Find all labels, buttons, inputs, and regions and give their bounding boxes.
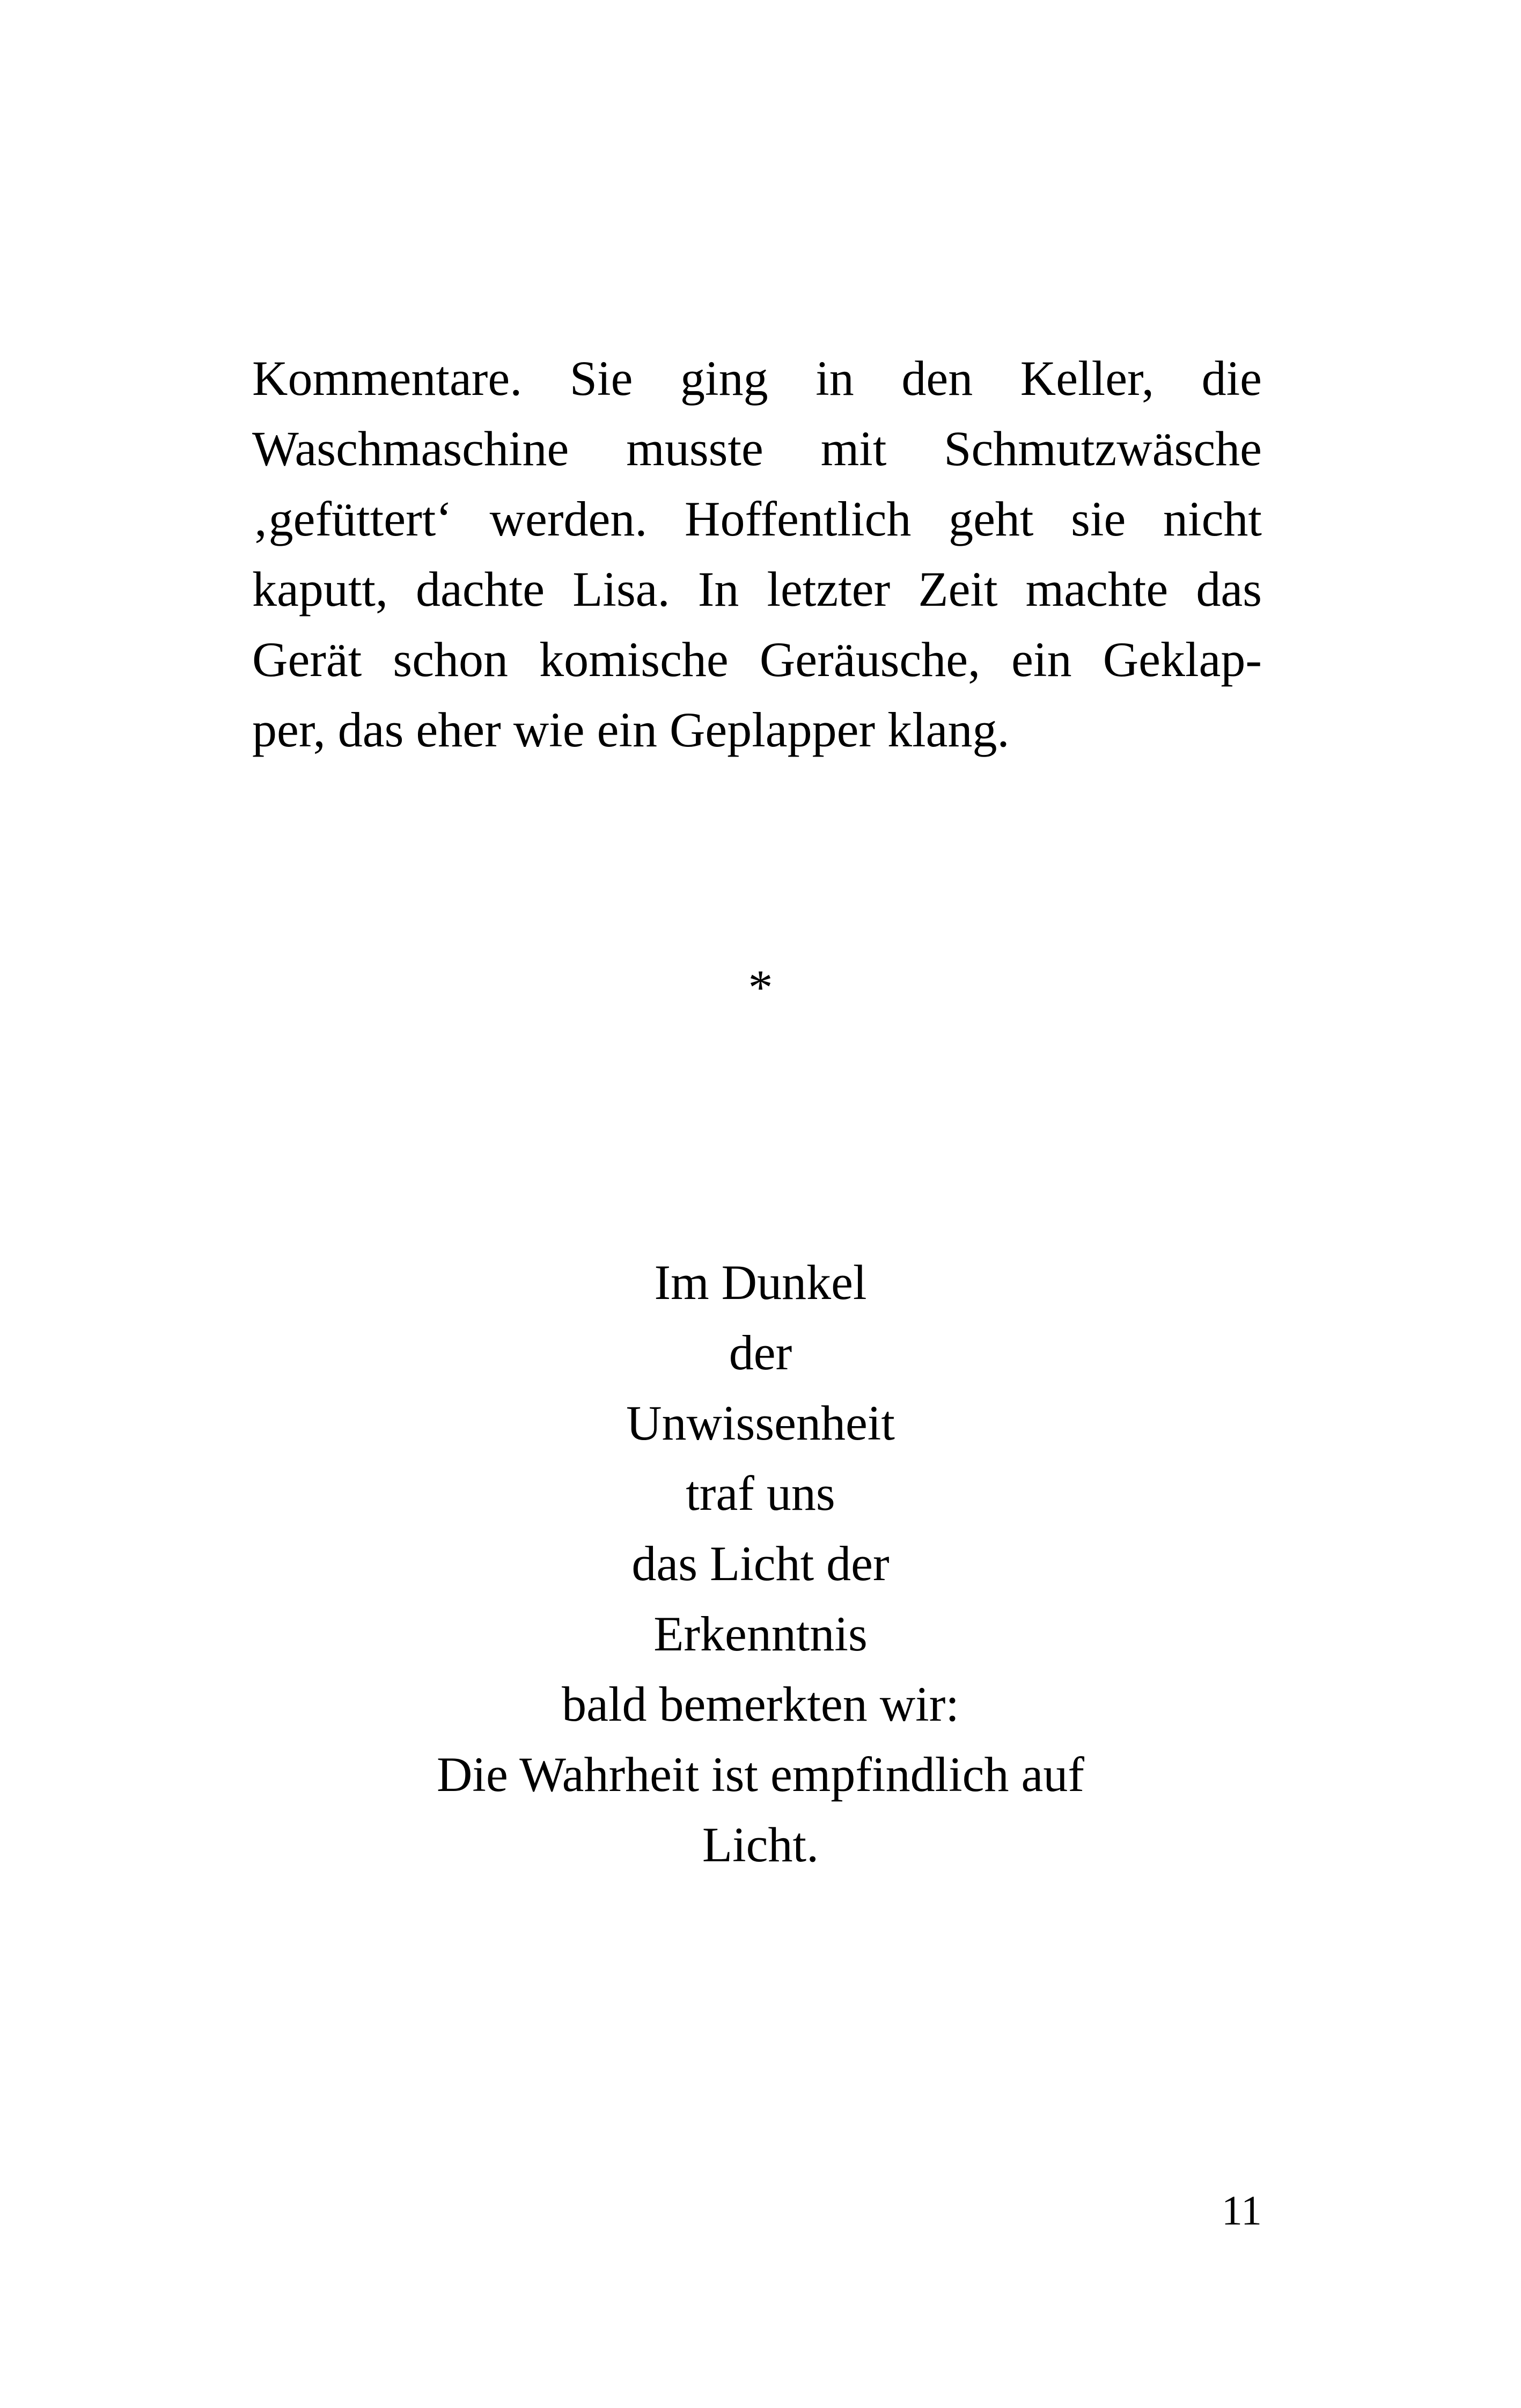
prose-paragraph [252,343,1262,765]
prose-line: Waschmaschine musste mit Schmutzwäsche [252,421,1262,476]
poem-line: Erkenntnis [653,1606,868,1661]
section-separator: * [748,960,773,1015]
poem-line: Die Wahrheit ist empfindlich auf [436,1747,1084,1802]
prose-line: Kommentare. Sie ging in den Keller, die [252,351,1262,406]
poem-line: Licht. [702,1817,819,1872]
prose-line: ‚gefüttert‘ werden. Hoffentlich geht sie nicht [252,491,1262,546]
page-number: 11 [1221,2187,1262,2234]
prose-line: Gerät schon komische Geräusche, ein Geklap- [252,632,1262,687]
poem-line: traf uns [686,1466,835,1521]
poem-line: Im Dunkel [654,1255,867,1310]
poem [0,1247,1521,1880]
poem-line: Unwissenheit [626,1396,895,1450]
prose-line: kaputt, dachte Lisa. In letzter Zeit machte das [252,562,1262,616]
prose-line: per, das eher wie ein Geplapper klang. [252,702,1010,757]
poem-line: das Licht der [631,1536,890,1591]
poem-line: bald bemerkten wir: [562,1677,959,1731]
poem-line: der [729,1325,792,1380]
